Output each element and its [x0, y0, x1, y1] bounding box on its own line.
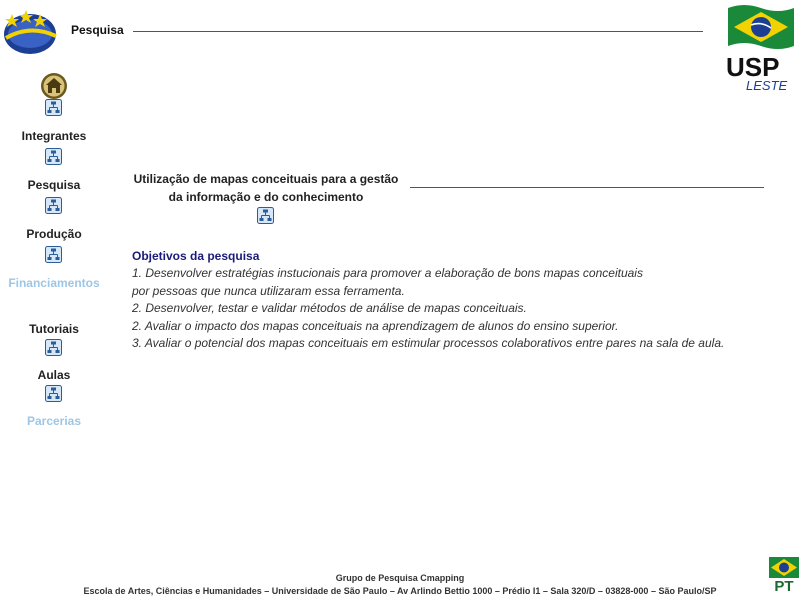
sidebar-item-integrantes[interactable]: Integrantes: [21, 129, 87, 143]
objective-line: 1. Desenvolver estratégias instucionais para promover a elaboração de bons mapas conceituais: [132, 266, 643, 280]
usp-logo-text: USP: [726, 52, 780, 82]
concept-map-icon[interactable]: [45, 385, 62, 402]
title-divider: [410, 187, 764, 188]
sidebar-item-pesquisa[interactable]: Pesquisa: [27, 178, 81, 192]
home-icon[interactable]: [40, 72, 68, 100]
objective-line: 2. Desenvolver, testar e validar métodos de análise de mapas conceituais.: [132, 301, 527, 315]
language-label[interactable]: PT: [774, 578, 794, 595]
concept-map-icon[interactable]: [45, 99, 62, 116]
sidebar-item-financiamentos[interactable]: Financiamentos: [8, 276, 100, 290]
sidebar-item-aulas[interactable]: Aulas: [37, 368, 71, 382]
concept-map-icon[interactable]: [257, 207, 274, 224]
objectives-heading: Objetivos da pesquisa: [132, 249, 260, 263]
usp-logo-subtext: LESTE: [746, 78, 788, 93]
footer-address: Escola de Artes, Ciências e Humanidades – Universidade de São Paulo – Av Arlindo Bettio 1000 – Prédio I1 – Sala 320/D – 03828-000 – São Paulo/SP: [83, 586, 717, 596]
concept-map-icon[interactable]: [45, 246, 62, 263]
usp-leste-logo: [724, 52, 800, 94]
objective-line: 2. Avaliar o impacto dos mapas conceituais na aprendizagem de alunos do ensino superior.: [132, 318, 619, 333]
concept-map-icon[interactable]: [45, 197, 62, 214]
concept-map-icon[interactable]: [45, 148, 62, 165]
objectives-list: [132, 265, 792, 353]
sidebar-item-tutoriais[interactable]: Tutoriais: [29, 322, 79, 336]
language-flag-icon[interactable]: [769, 557, 799, 578]
concept-map-icon[interactable]: [45, 339, 62, 356]
page-title: Pesquisa: [71, 23, 124, 37]
footer-group-name: Grupo de Pesquisa Cmapping: [335, 573, 465, 583]
header-divider: [133, 31, 703, 32]
sidebar-item-producao[interactable]: Produção: [26, 227, 82, 241]
research-title: [128, 170, 404, 206]
sidebar-item-parcerias[interactable]: Parcerias: [26, 414, 82, 428]
objective-line: 3. Avaliar o potencial dos mapas conceituais em estimular processos colaborativos entre pares na sala de aula.: [132, 336, 725, 350]
research-group-logo-icon[interactable]: [2, 4, 58, 56]
brazil-flag-icon: [726, 2, 796, 50]
objective-line: por pessoas que nunca utilizaram essa ferramenta.: [132, 283, 405, 298]
research-title-line-1: Utilização de mapas conceituais para a gestão: [133, 172, 399, 186]
research-title-line-2: da informação e do conhecimento: [168, 190, 364, 204]
